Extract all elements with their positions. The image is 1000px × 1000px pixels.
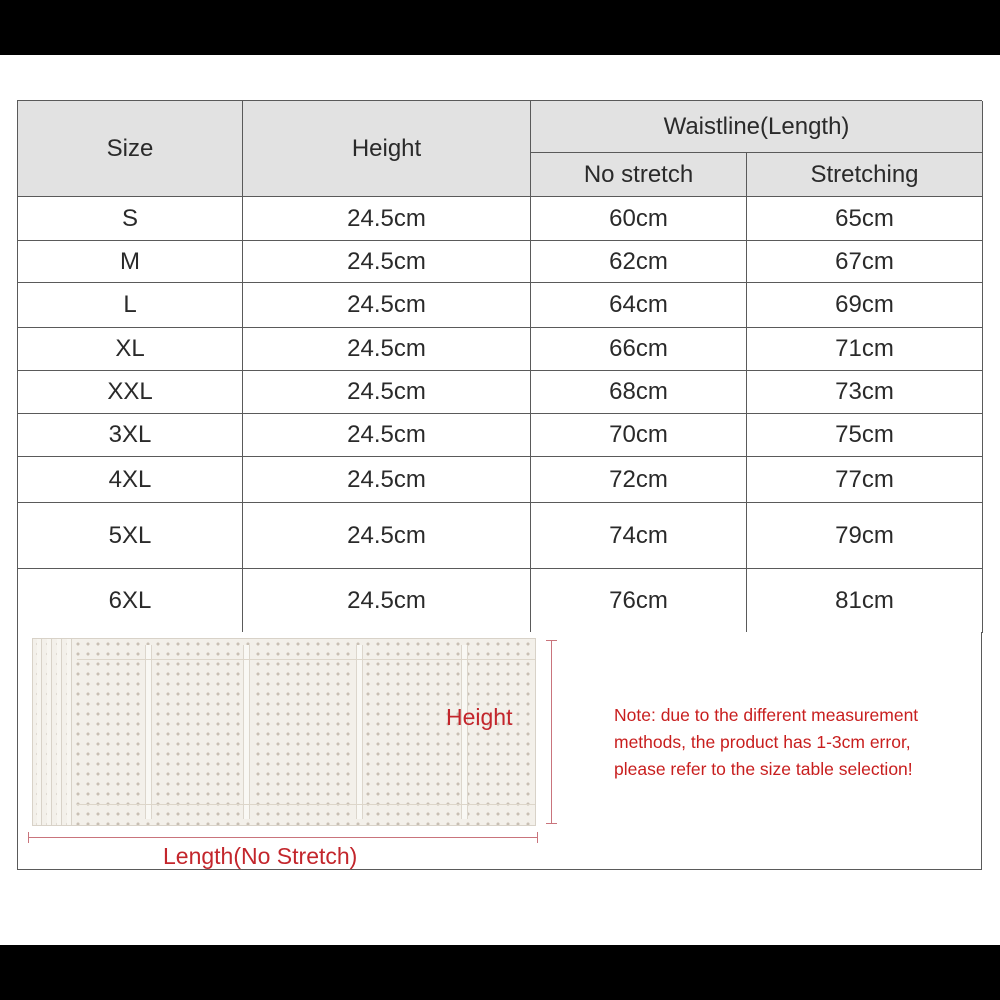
cell-height	[243, 414, 531, 457]
garment-seam	[77, 804, 535, 805]
cell-size	[18, 328, 243, 371]
cell-no-stretch-value: 74cm	[609, 521, 668, 549]
cell-stretching-value: 73cm	[835, 378, 894, 405]
cell-size-value: M	[120, 247, 140, 275]
cell-no-stretch-value: 70cm	[609, 421, 668, 448]
cell-height-value: 24.5cm	[347, 521, 426, 549]
cell-height	[243, 569, 531, 633]
note-line: please refer to the size table selection!	[614, 759, 913, 779]
cell-height-value: 24.5cm	[347, 291, 426, 318]
cell-stretching	[747, 569, 983, 633]
cell-no-stretch-value: 60cm	[609, 204, 668, 232]
bottom-black-bar	[0, 945, 1000, 1000]
garment-boning	[461, 645, 468, 819]
cell-height-value: 24.5cm	[347, 465, 426, 493]
cell-size-value: 4XL	[108, 465, 152, 493]
cell-size-value: S	[121, 204, 138, 232]
cell-no-stretch	[531, 241, 747, 283]
cell-stretching-value: 65cm	[835, 204, 894, 232]
waist-trainer-image	[32, 638, 536, 826]
cell-size-value: XL	[115, 335, 145, 362]
size-table	[17, 100, 982, 632]
header-stretching	[747, 153, 983, 197]
cell-no-stretch	[531, 414, 747, 457]
cell-no-stretch-value: 76cm	[609, 586, 668, 614]
cell-no-stretch	[531, 503, 747, 569]
cell-height	[243, 197, 531, 241]
header-size-label: Size	[106, 134, 154, 162]
cell-size	[18, 414, 243, 457]
cell-size	[18, 371, 243, 414]
cell-no-stretch-value: 72cm	[609, 465, 668, 493]
cell-stretching	[747, 197, 983, 241]
header-waistline-label: Waistline(Length)	[663, 112, 850, 140]
cell-size	[18, 503, 243, 569]
garment-boning	[356, 645, 363, 819]
garment-boning	[243, 645, 250, 819]
product-panel	[17, 632, 982, 870]
height-label: Height	[446, 704, 513, 730]
garment-edge-strip	[57, 639, 62, 825]
cell-stretching-value: 77cm	[835, 465, 894, 493]
header-no-stretch-label: No stretch	[583, 160, 694, 188]
cell-stretching-value: 67cm	[835, 247, 894, 275]
header-waistline	[531, 101, 983, 153]
cell-stretching	[747, 283, 983, 328]
garment-edge-strip	[67, 639, 72, 825]
cell-height-value: 24.5cm	[347, 378, 426, 405]
header-stretching-label: Stretching	[810, 160, 919, 188]
cell-size-value: 5XL	[108, 521, 152, 549]
note-line: Note: due to the different measurement	[614, 705, 919, 725]
cell-height	[243, 328, 531, 371]
header-height	[243, 101, 531, 197]
cell-no-stretch-value: 62cm	[609, 247, 668, 275]
cell-stretching	[747, 503, 983, 569]
cell-size	[18, 569, 243, 633]
cell-size	[18, 283, 243, 328]
cell-height-value: 24.5cm	[347, 421, 426, 448]
header-size	[18, 101, 243, 197]
cell-size	[18, 241, 243, 283]
cell-size	[18, 457, 243, 503]
cell-height	[243, 283, 531, 328]
garment-edge-strip	[37, 639, 42, 825]
cell-stretching	[747, 328, 983, 371]
cell-stretching-value: 81cm	[835, 586, 894, 614]
cell-height-value: 24.5cm	[347, 586, 426, 614]
cell-no-stretch-value: 66cm	[609, 335, 668, 362]
note-line: methods, the product has 1-3cm error,	[614, 732, 911, 752]
garment-seam	[77, 659, 535, 660]
cell-stretching-value: 79cm	[835, 521, 894, 549]
cell-stretching	[747, 414, 983, 457]
measurement-note	[614, 702, 974, 783]
cell-no-stretch-value: 64cm	[609, 291, 668, 318]
cell-height	[243, 371, 531, 414]
height-measure-line	[551, 640, 552, 824]
length-measure-line	[28, 837, 538, 838]
cell-no-stretch	[531, 457, 747, 503]
cell-no-stretch	[531, 328, 747, 371]
top-black-bar	[0, 0, 1000, 55]
cell-height-value: 24.5cm	[347, 335, 426, 362]
cell-stretching-value: 69cm	[835, 291, 894, 318]
cell-height-value: 24.5cm	[347, 204, 426, 232]
cell-stretching-value: 75cm	[835, 421, 894, 448]
cell-size-value: 6XL	[108, 586, 152, 614]
cell-no-stretch	[531, 569, 747, 633]
header-height-label: Height	[351, 134, 422, 162]
cell-height	[243, 457, 531, 503]
cell-no-stretch	[531, 197, 747, 241]
cell-stretching	[747, 457, 983, 503]
cell-size	[18, 197, 243, 241]
cell-size-value: XXL	[107, 378, 153, 405]
cell-size-value: L	[123, 291, 137, 318]
cell-stretching-value: 71cm	[835, 335, 894, 362]
cell-height-value: 24.5cm	[347, 247, 426, 275]
cell-height	[243, 241, 531, 283]
garment-edge-strip	[47, 639, 52, 825]
cell-no-stretch	[531, 371, 747, 414]
length-label: Length(No Stretch)	[163, 843, 358, 869]
header-no-stretch	[531, 153, 747, 197]
cell-height	[243, 503, 531, 569]
cell-no-stretch	[531, 283, 747, 328]
cell-no-stretch-value: 68cm	[609, 378, 668, 405]
garment-boning	[145, 645, 152, 819]
cell-stretching	[747, 241, 983, 283]
cell-size-value: 3XL	[108, 421, 152, 448]
cell-stretching	[747, 371, 983, 414]
